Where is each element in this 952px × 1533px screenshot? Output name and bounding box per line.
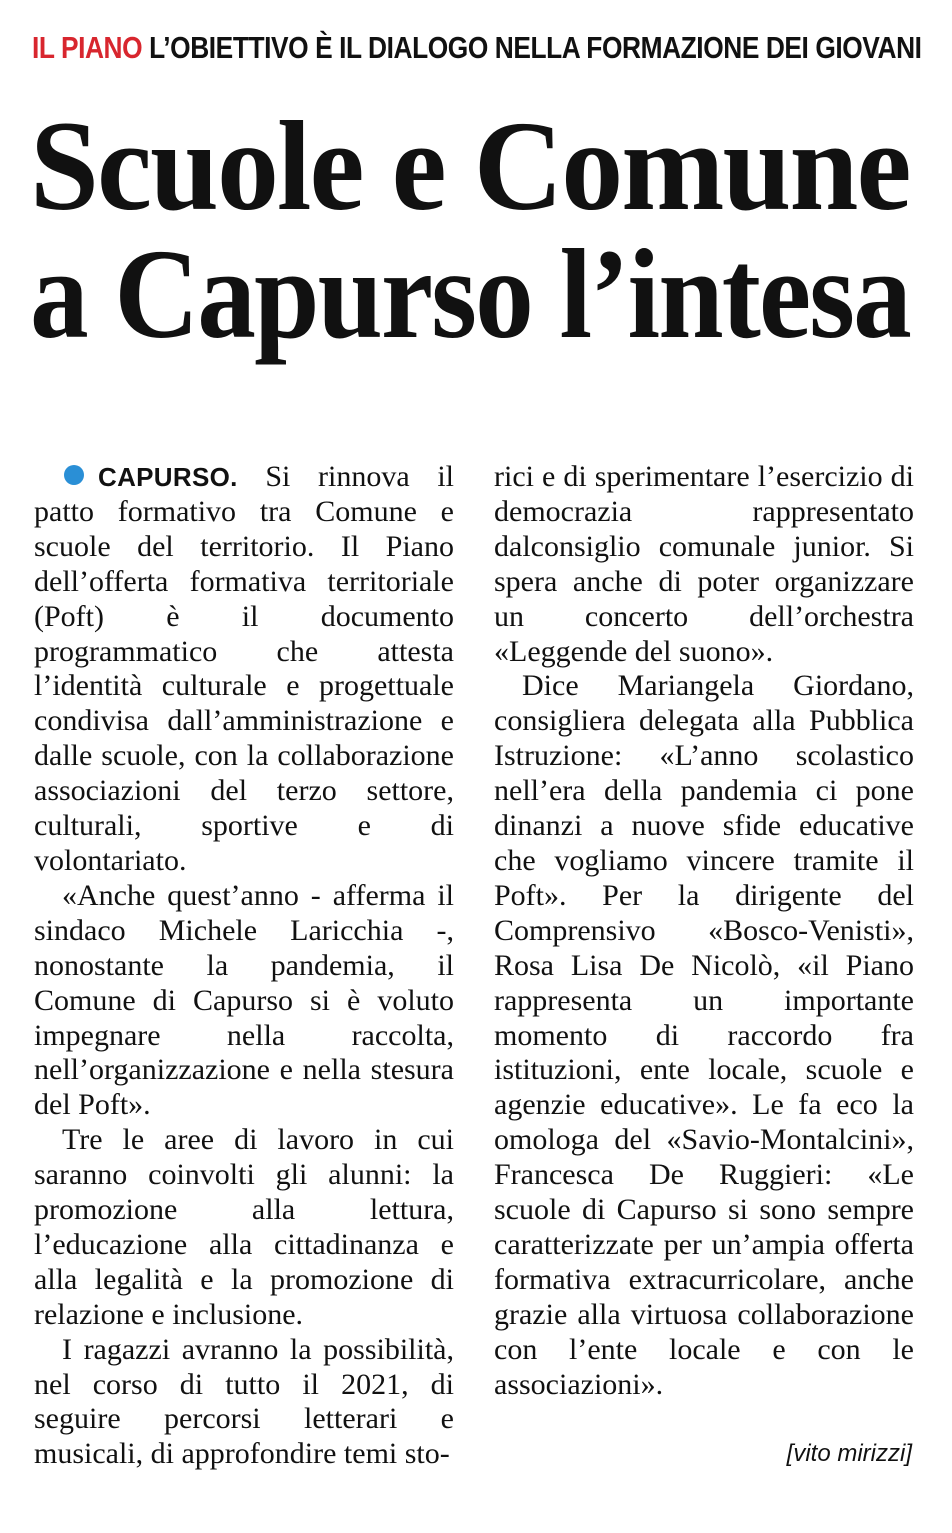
dateline-location: CAPURSO. [98,462,238,492]
article-paragraph: I ragazzi avranno la possibilità, nel corso di tutto il 2021, di seguire percorsi letterari e musicali, di approfondire temi sto- [34,1332,454,1471]
paragraph-text: Si rinnova il patto formativo tra Comune e scuole del territorio. Il Piano dell’offerta formativa territoriale (Poft) è il documento programmatico che attesta l’identità culturale e progettuale condivisa dall’amministrazione e dalle scuole, con la collaborazione associazioni del terzo settore, culturali, sportive e di volontariato. [34,460,454,877]
article-lead-paragraph [34,460,454,879]
article-column-1 [34,460,454,1472]
article-paragraph: Dice Mariangela Giordano, consigliera delegata alla Pubblica Istruzione: «L’anno scolastico nell’era della pandemia ci pone dinanzi a nuove sfide educative che vogliamo vincere tramite il Poft». Per la dirigente del Comprensivo «Bosco-Venisti», Rosa Lisa De Nicolò, «il Piano rappresenta un importante momento di raccordo fra istituzioni, ente locale, scuole e agenzie educative». Le fa eco la omologa del «Savio-Montalcini», Francesca De Ruggieri: «Le scuole di Capurso si sono sempre caratterizzate per un’ampia offerta formativa extracurricolare, anche grazie alla virtuosa collaborazione con l’ente locale e con le associazioni». [494,669,914,1401]
kicker [32,30,922,76]
kicker-text: L’OBIETTIVO È IL DIALOGO NELLA FORMAZIONE DEI GIOVANI [149,30,922,65]
article-paragraph: «Anche quest’anno - afferma il sindaco Michele Laricchia -, nonostante la pandemia, il Comune di Capurso si è voluto impegnare nella raccolta, nell’organizzazione e nella stesura del Poft». [34,878,454,1122]
article-column-2 [494,460,914,1402]
author-signature: [vito mirizzi] [786,1440,912,1467]
kicker-tag: IL PIANO [32,30,143,65]
headline-line-2: a Capurso l’intesa [30,223,910,365]
article-paragraph: rici e di sperimentare l’esercizio di democrazia rappresentato dalconsiglio comunale junior. Si spera anche di poter organizzare un concerto dell’orchestra «Leggende del suono». [494,460,914,668]
headline-line-1: Scuole e Comune [30,95,910,237]
article-paragraph: Tre le aree di lavoro in cui saranno coinvolti gli alunni: la promozione alla lettura, l’educazione alla cittadinanza e alla legalità e la promozione di relazione e inclusione. [34,1123,454,1331]
bullet-dot-icon [64,465,84,485]
headline [30,95,925,365]
